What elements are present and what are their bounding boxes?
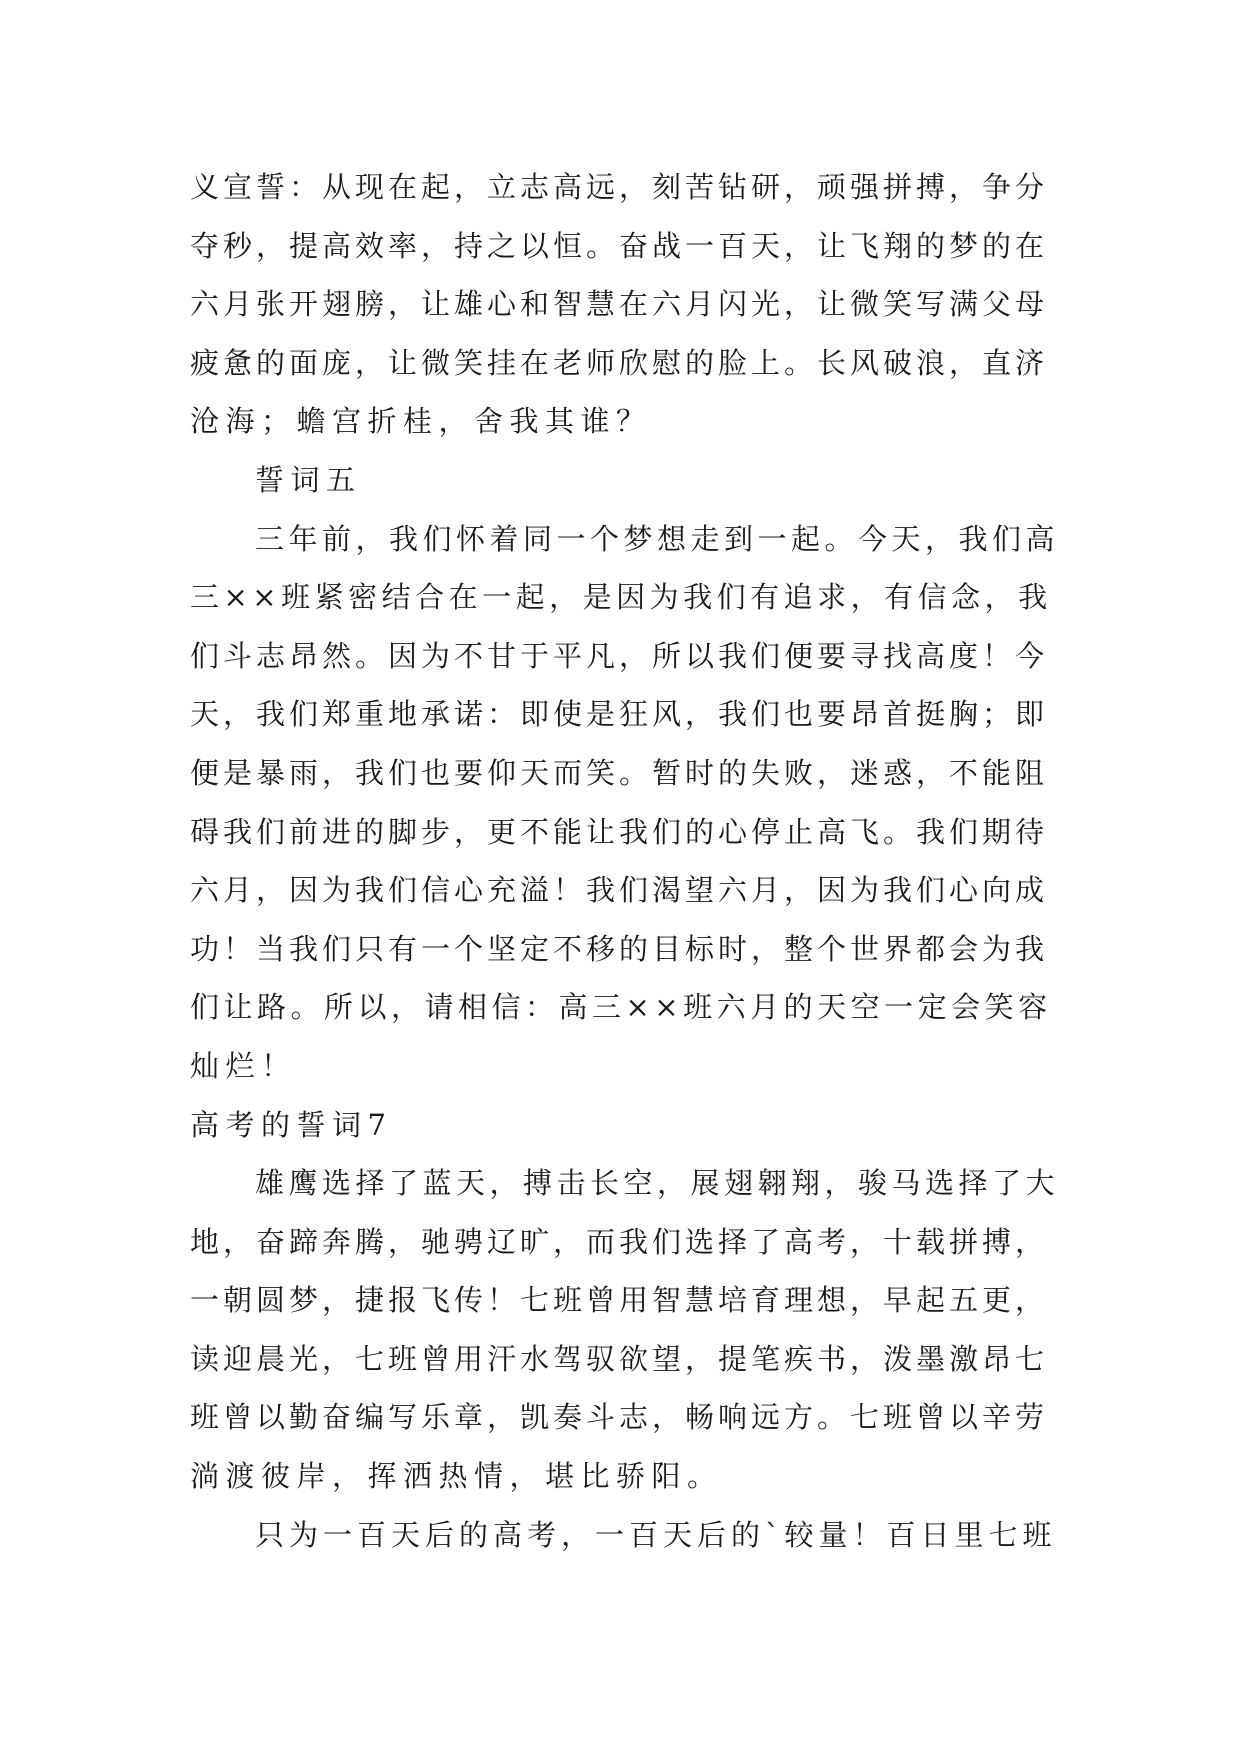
text-line: 淌渡彼岸，挥洒热情，堪比骄阳。 (190, 1459, 723, 1494)
section-title: 高考的誓词7 (190, 1107, 393, 1142)
text-line: 疲惫的面庞，让微笑挂在老师欣慰的脸上。长风破浪，直济 (190, 345, 1049, 380)
text-line: 沧海；蟾宫折桂，舍我其谁？ (190, 404, 652, 439)
text-line: 读迎晨光，七班曾用汗水驾驭欲望，提笔疾书，泼墨激昂七 (190, 1341, 1049, 1376)
text-line: 一朝圆梦，捷报飞传！七班曾用智慧培育理想，早起五更， (190, 1283, 1049, 1318)
text-line: 灿烂！ (190, 1048, 297, 1083)
paragraph-start: 三年前，我们怀着同一个梦想走到一起。今天，我们高 (255, 521, 1060, 556)
paragraph-start: 只为一百天后的高考，一百天后的`较量！百日里七班 (255, 1517, 1057, 1552)
text-line: 们让路。所以，请相信：高三××班六月的天空一定会笑容 (190, 990, 1052, 1025)
text-line: 天，我们郑重地承诺：即使是狂风，我们也要昂首挺胸；即 (190, 697, 1049, 732)
document-body (190, 158, 1060, 1564)
text-line: 地，奋蹄奔腾，驰骋辽旷，而我们选择了高考，十载拼搏， (190, 1224, 1049, 1259)
text-line: 碍我们前进的脚步，更不能让我们的心停止高飞。我们期待 (190, 814, 1049, 849)
text-line: 便是暴雨，我们也要仰天而笑。暂时的失败，迷惑，不能阻 (190, 755, 1049, 790)
text-line: 六月张开翅膀，让雄心和智慧在六月闪光，让微笑写满父母 (190, 287, 1049, 322)
text-line: 六月，因为我们信心充溢！我们渴望六月，因为我们心向成 (190, 873, 1049, 908)
text-line: 功！当我们只有一个坚定不移的目标时，整个世界都会为我 (190, 931, 1049, 966)
paragraph-start: 雄鹰选择了蓝天，搏击长空，展翅翱翔，骏马选择了大 (255, 1166, 1060, 1201)
text-line: 班曾以勤奋编写乐章，凯奏斗志，畅响远方。七班曾以辛劳 (190, 1400, 1049, 1435)
section-heading: 誓词五 (255, 462, 362, 497)
text-line: 夺秒，提高效率，持之以恒。奋战一百天，让飞翔的梦的在 (190, 228, 1049, 263)
text-line: 们斗志昂然。因为不甘于平凡，所以我们便要寻找高度！今 (190, 638, 1049, 673)
text-line: 义宣誓：从现在起，立志高远，刻苦钻研，顽强拼搏，争分 (190, 170, 1049, 204)
text-line: 三××班紧密结合在一起，是因为我们有追求，有信念，我 (190, 580, 1052, 615)
